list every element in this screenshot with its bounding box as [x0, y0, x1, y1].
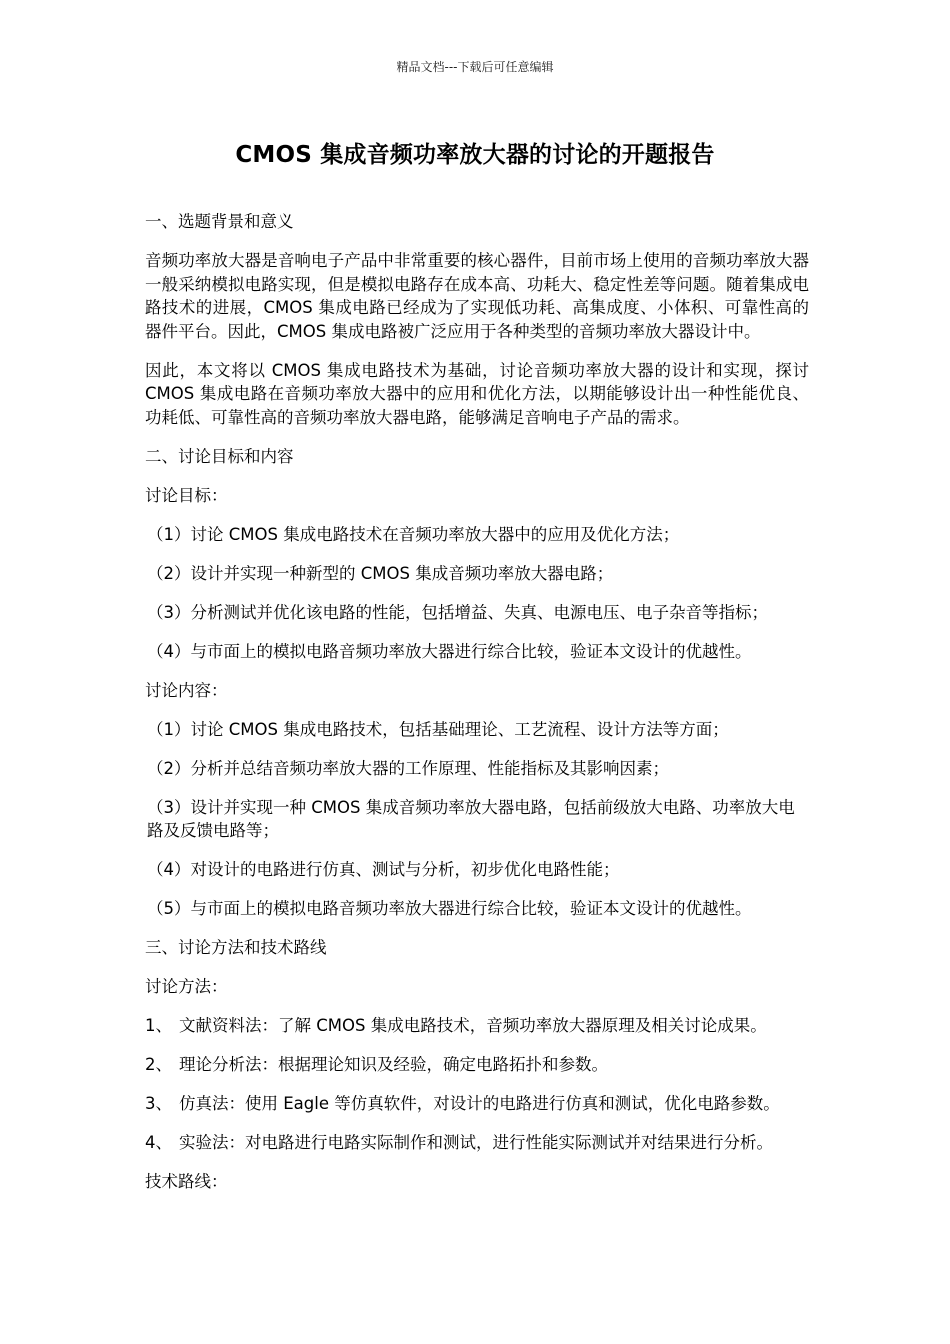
- method-item: [145, 1014, 809, 1038]
- method-number: 4、: [145, 1133, 172, 1152]
- content-label: 讨论内容：: [145, 680, 228, 700]
- method-item: [145, 1053, 809, 1077]
- document-title: CMOS 集成音频功率放大器的讨论的开题报告: [235, 142, 715, 168]
- section-heading-background: 一、选题背景和意义: [145, 212, 294, 231]
- content-item: （5）与市面上的模拟电路音频功率放大器进行综合比较，验证本文设计的优越性。: [147, 899, 752, 918]
- method-text: 仿真法：使用 Eagle 等仿真软件，对设计的电路进行仿真和测试，优化电路参数。: [179, 1094, 780, 1113]
- method-number: 1、: [145, 1016, 172, 1035]
- document-body: [145, 210, 809, 1209]
- content-item: （3）设计并实现一种 CMOS 集成音频功率放大器电路，包括前级放大电路、功率放大电路及反馈电路等；: [147, 797, 795, 840]
- purpose-paragraph: 因此，本文将以 CMOS 集成电路技术为基础，讨论音频功率放大器的设计和实现，探讨 CMOS 集成电路在音频功率放大器中的应用和优化方法，以期能够设计出一种性能优良、功耗低、可靠性高的音频功率放大器电路，能够满足音响电子产品的需求。: [145, 360, 809, 427]
- header-note: 精品文档---下载后可任意编辑: [396, 60, 554, 74]
- methods-label: 讨论方法：: [145, 977, 228, 996]
- goal-item: （3）分析测试并优化该电路的性能，包括增益、失真、电源电压、电子杂音等指标；: [147, 602, 768, 622]
- section-heading-goals-content: 二、讨论目标和内容: [145, 446, 294, 466]
- goal-item: （4）与市面上的模拟电路音频功率放大器进行综合比较，验证本文设计的优越性。: [147, 641, 752, 661]
- method-text: 文献资料法：了解 CMOS 集成电路技术，音频功率放大器原理及相关讨论成果。: [179, 1016, 767, 1035]
- method-item: [145, 1131, 809, 1155]
- method-text: 实验法：对电路进行电路实际制作和测试，进行性能实际测试并对结果进行分析。: [179, 1133, 773, 1152]
- goals-label: 讨论目标：: [145, 485, 228, 505]
- method-number: 2、: [145, 1055, 172, 1074]
- route-label: 技术路线：: [145, 1172, 228, 1191]
- background-paragraph: 音频功率放大器是音响电子产品中非常重要的核心器件，目前市场上使用的音频功率放大器一般采纳模拟电路实现，但是模拟电路存在成本高、功耗大、稳定性差等问题。随着集成电路技术的进展，CMOS 集成电路已经成为了实现低功耗、高集成度、小体积、可靠性高的器件平台。因此，CMOS 集成电路被广泛应用于各种类型的音频功率放大器设计中。: [145, 251, 809, 341]
- goal-item: （1）讨论 CMOS 集成电路技术在音频功率放大器中的应用及优化方法；: [147, 524, 680, 544]
- content-item: （4）对设计的电路进行仿真、测试与分析，初步优化电路性能；: [147, 860, 620, 879]
- content-item: （2）分析并总结音频功率放大器的工作原理、性能指标及其影响因素；: [147, 758, 669, 778]
- method-text: 理论分析法：根据理论知识及经验，确定电路拓扑和参数。: [179, 1055, 608, 1074]
- method-item: [145, 1092, 809, 1116]
- content-item: （1）讨论 CMOS 集成电路技术，包括基础理论、工艺流程、设计方法等方面；: [147, 719, 729, 739]
- section-heading-methods: 三、讨论方法和技术路线: [145, 938, 327, 957]
- method-number: 3、: [145, 1094, 172, 1113]
- goal-item: （2）设计并实现一种新型的 CMOS 集成音频功率放大器电路；: [147, 563, 614, 583]
